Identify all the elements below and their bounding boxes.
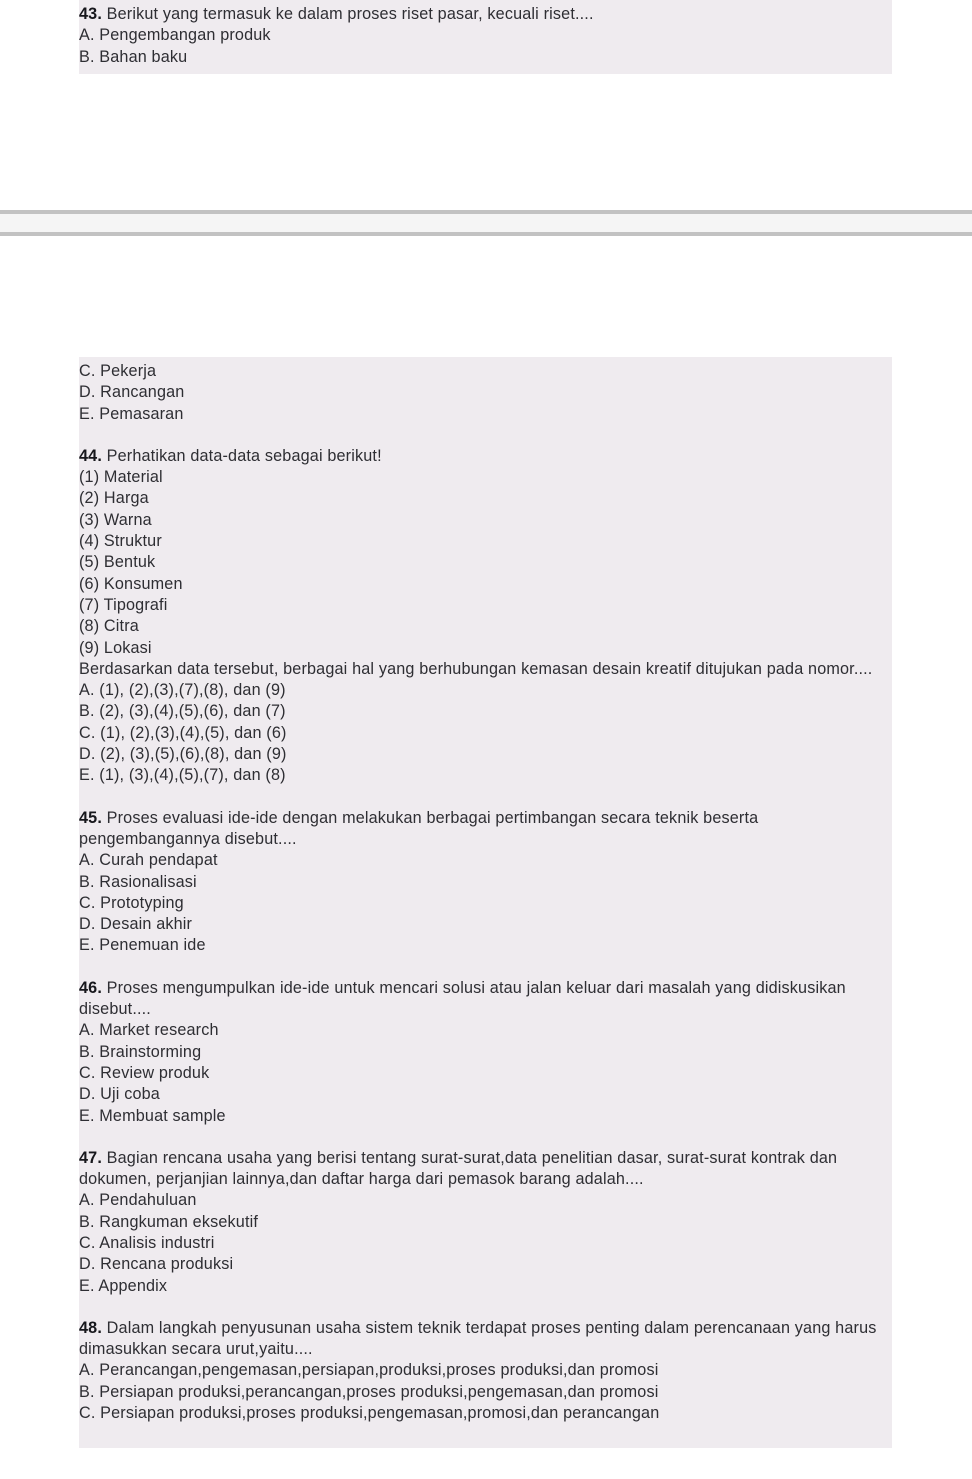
question-44-option-b: B. (2), (3),(4),(5),(6), dan (7) xyxy=(79,702,286,721)
question-44-option-e: E. (1), (3),(4),(5),(7), dan (8) xyxy=(79,766,286,785)
question-44-data-item-3: (3) Warna xyxy=(79,510,152,529)
question-44-prompt-tail: Berdasarkan data tersebut, berbagai hal yang berhubungan kemasan desain kreatif ditujukan pada nomor.... xyxy=(79,659,873,678)
question-44-data-item-2: (2) Harga xyxy=(79,489,149,508)
question-46-option-a: A. Market research xyxy=(79,1021,219,1040)
question-44-text: Perhatikan data-data sebagai berikut! xyxy=(106,446,382,465)
question-43-option-a: A. Pengembangan produk xyxy=(79,26,271,45)
question-43-continued-options xyxy=(79,361,892,425)
question-44-prompt xyxy=(79,446,892,467)
question-46-prompt xyxy=(79,978,892,1021)
question-44-data-item-1: (1) Material xyxy=(79,468,163,487)
question-43-number: 43. xyxy=(79,5,102,23)
question-48 xyxy=(79,1318,892,1424)
question-48-prompt xyxy=(79,1318,892,1361)
question-46 xyxy=(79,978,892,1127)
question-44-data-item-7: (7) Tipografi xyxy=(79,595,168,614)
question-43-option-d: D. Rancangan xyxy=(79,383,185,402)
question-47-option-a: A. Pendahuluan xyxy=(79,1191,197,1210)
question-47-number: 47. xyxy=(79,1148,102,1167)
block-spacer xyxy=(79,1297,892,1318)
question-46-option-b: B. Brainstorming xyxy=(79,1042,202,1061)
question-45-option-e: E. Penemuan ide xyxy=(79,936,206,955)
question-44-data-item-6: (6) Konsumen xyxy=(79,574,183,593)
question-44-data-item-5: (5) Bentuk xyxy=(79,553,156,572)
question-48-text: Dalam langkah penyusunan usaha sistem teknik terdapat proses penting dalam perencanaan yang harus dimasukkan secara urut,yaitu.... xyxy=(79,1318,882,1359)
question-44-data-item-9: (9) Lokasi xyxy=(79,638,152,657)
question-43-option-b: B. Bahan baku xyxy=(79,47,188,66)
question-44-data-item-4: (4) Struktur xyxy=(79,532,162,551)
question-46-option-d: D. Uji coba xyxy=(79,1085,160,1104)
page-fragment-top xyxy=(79,0,892,74)
question-46-number: 46. xyxy=(79,978,102,997)
question-44-option-a: A. (1), (2),(3),(7),(8), dan (9) xyxy=(79,681,286,700)
page-fragment-bottom xyxy=(79,357,892,1448)
question-43-text: Berikut yang termasuk ke dalam proses riset pasar, kecuali riset.... xyxy=(106,5,594,23)
question-47-option-c: C. Analisis industri xyxy=(79,1233,215,1252)
question-45-number: 45. xyxy=(79,808,102,827)
block-spacer xyxy=(79,787,892,808)
question-47-option-e: E. Appendix xyxy=(79,1276,168,1295)
question-45-option-d: D. Desain akhir xyxy=(79,915,193,934)
question-47-prompt xyxy=(79,1148,892,1191)
question-44 xyxy=(79,446,892,787)
block-spacer xyxy=(79,425,892,446)
question-48-number: 48. xyxy=(79,1318,102,1337)
question-48-option-b: B. Persiapan produksi,perancangan,proses produksi,pengemasan,dan promosi xyxy=(79,1382,659,1401)
question-43-option-c: C. Pekerja xyxy=(79,362,157,380)
question-45-text: Proses evaluasi ide-ide dengan melakukan berbagai pertimbangan secara teknik beserta pengembangannya disebut.... xyxy=(79,808,763,848)
question-45-prompt xyxy=(79,808,892,851)
question-47-text: Bagian rencana usaha yang berisi tentang surat-surat,data penelitian dasar, surat-surat kontrak dan dokumen, perjanjian lainnya,dan daftar harga dari pemasok barang adalah.... xyxy=(79,1148,842,1189)
question-45-option-a: A. Curah pendapat xyxy=(79,851,218,870)
question-47-option-d: D. Rencana produksi xyxy=(79,1255,234,1274)
question-47-option-b: B. Rangkuman eksekutif xyxy=(79,1212,259,1231)
question-43 xyxy=(79,4,892,68)
question-44-data-item-8: (8) Citra xyxy=(79,617,139,636)
question-45-option-b: B. Rasionalisasi xyxy=(79,872,197,891)
question-48-option-c: C. Persiapan produksi,proses produksi,pengemasan,promosi,dan perancangan xyxy=(79,1404,660,1423)
question-48-option-a: A. Perancangan,pengemasan,persiapan,produksi,proses produksi,dan promosi xyxy=(79,1361,659,1380)
question-43-option-e: E. Pemasaran xyxy=(79,404,184,423)
question-43-prompt xyxy=(79,4,892,25)
question-45 xyxy=(79,808,892,957)
block-spacer xyxy=(79,1127,892,1148)
question-44-option-c: C. (1), (2),(3),(4),(5), dan (6) xyxy=(79,723,287,742)
question-45-option-c: C. Prototyping xyxy=(79,893,184,912)
block-spacer xyxy=(79,957,892,978)
question-46-option-e: E. Membuat sample xyxy=(79,1106,226,1125)
question-44-number: 44. xyxy=(79,446,102,465)
question-44-option-d: D. (2), (3),(5),(6),(8), dan (9) xyxy=(79,745,287,764)
page-break-divider xyxy=(0,210,972,236)
question-46-text: Proses mengumpulkan ide-ide untuk mencari solusi atau jalan keluar dari masalah yang didiskusikan disebut.... xyxy=(79,978,851,1019)
question-47 xyxy=(79,1148,892,1297)
question-46-option-c: C. Review produk xyxy=(79,1063,210,1082)
